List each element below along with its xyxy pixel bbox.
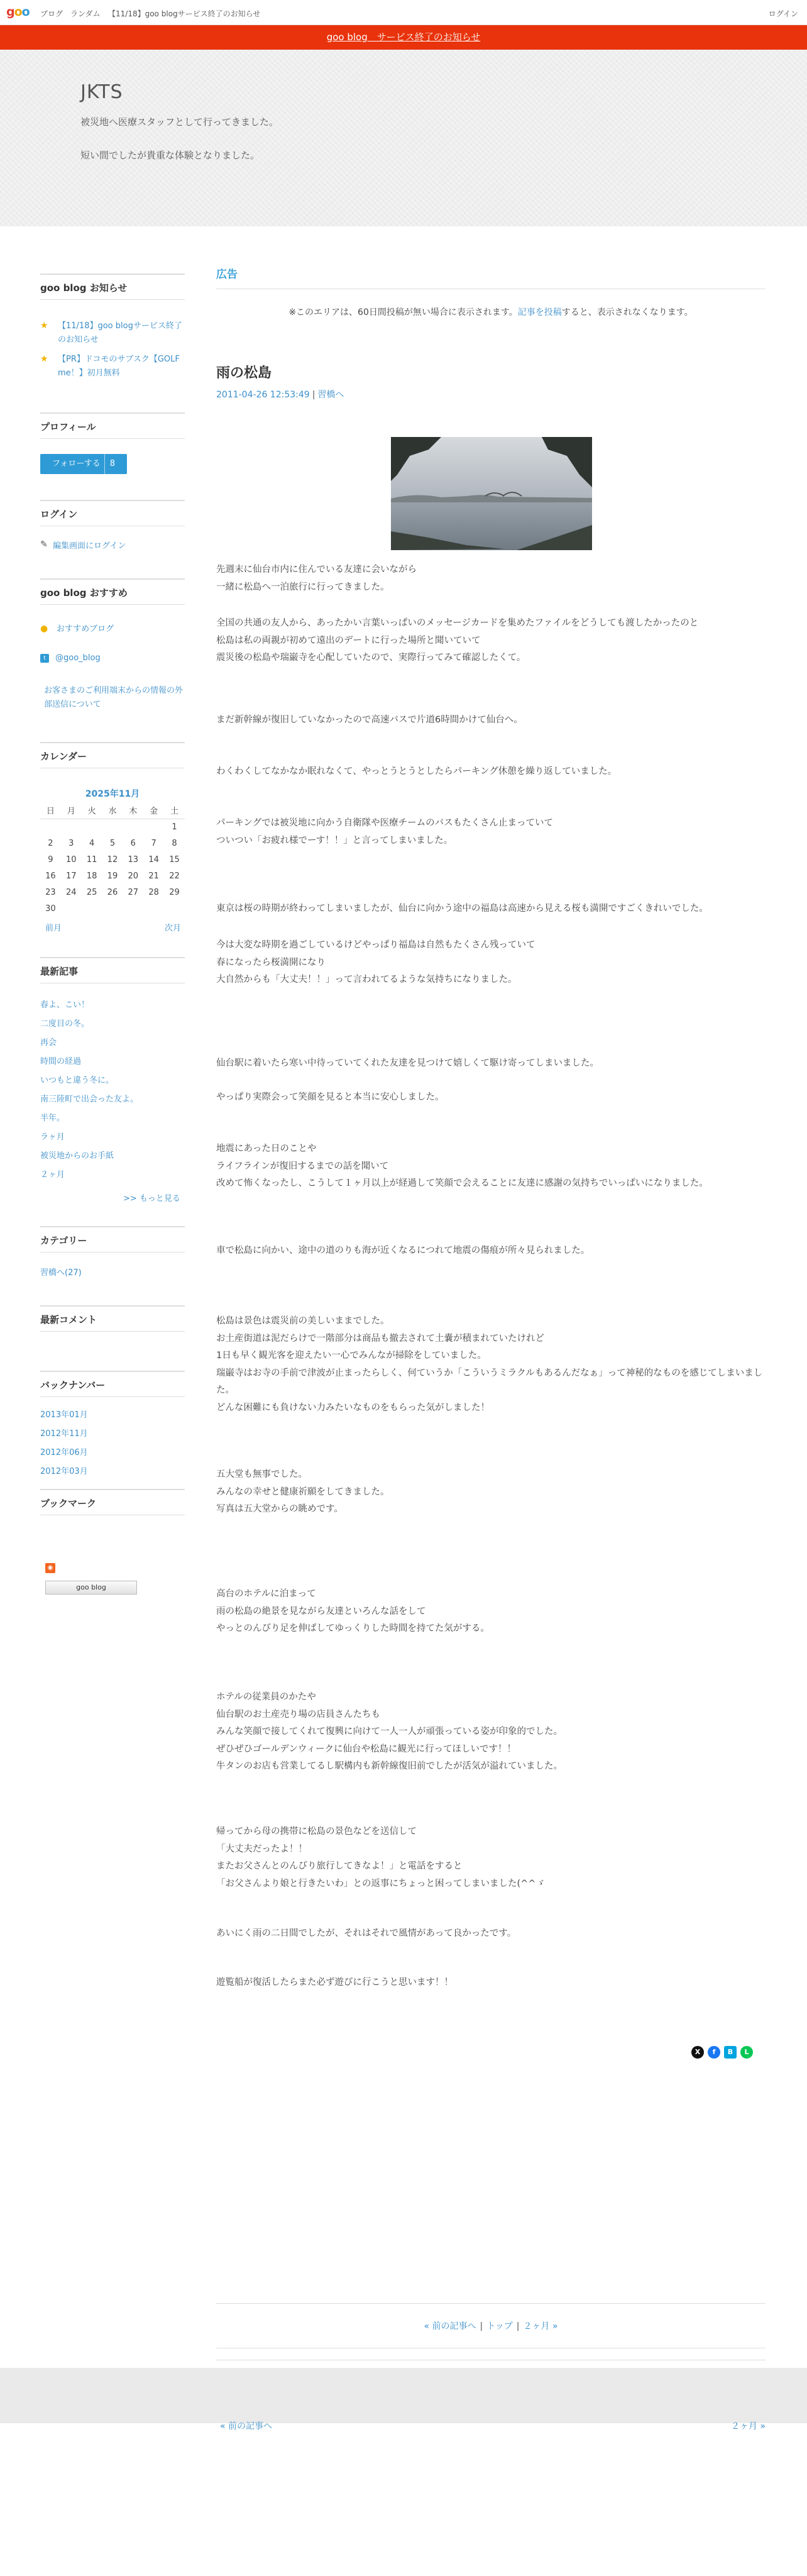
backnumber-item[interactable]: 2012年06月 [40, 1448, 88, 1457]
post-paragraph: パーキングでは被災地に向かう自衛隊や医療チームのバスもたくさん止まっていて ついつい「お疲れ様でーす！！」と言ってしまいました。 [216, 818, 554, 846]
calendar-next-month[interactable]: 次月 [165, 924, 182, 933]
sidebar-heading-bookmark: ブックマーク [40, 1489, 185, 1515]
calendar-weekday: 水 [108, 807, 117, 817]
goo-blog-badge[interactable]: goo blog [45, 1581, 137, 1595]
follow-button[interactable]: フォローする 8 [40, 454, 127, 474]
goo-logo[interactable]: goo [6, 5, 30, 19]
x-icon[interactable]: X [691, 2046, 704, 2059]
lightbulb-icon: ● [40, 624, 48, 634]
post-photo-matsushima[interactable] [391, 437, 592, 550]
post-paragraph: 車で松島に向かい、途中の道のりも海が近くなるにつれて地震の傷痕が所々見られました。 [216, 1246, 590, 1256]
hatena-icon[interactable]: B [724, 2046, 737, 2059]
calendar-day: 14 [148, 854, 159, 865]
sidebar-heading-backnumber: バックナンバー [40, 1371, 185, 1397]
post-category[interactable]: 習橋へ [317, 390, 344, 400]
top-link[interactable]: トップ [486, 2321, 513, 2331]
calendar-day: 18 [86, 871, 97, 881]
recommend-blogs-link[interactable]: おすすめブログ [57, 624, 114, 634]
top-bar [0, 0, 807, 25]
calendar-day: 23 [45, 887, 56, 897]
login-link[interactable]: ログイン [768, 9, 798, 18]
post-paragraph: 東京は桜の時期が終わってしまいましたが、仙台に向かう途中の福島は高速から見える桜も満開ですごくきれいでした。 [216, 904, 708, 914]
ad-heading: 広告 [216, 265, 766, 289]
footer-band [0, 2368, 807, 2423]
calendar-weekday: 土 [170, 807, 179, 817]
follower-count: 8 [104, 454, 115, 474]
post-paragraph: あいにく雨の二日間でしたが、それはそれで風情があって良かったです。 [216, 1928, 517, 1938]
next-post-link[interactable]: ２ヶ月 » [523, 2321, 558, 2331]
calendar-prev-month[interactable]: 前月 [45, 924, 62, 933]
post-date[interactable]: 2011-04-26 12:53:49 [216, 390, 310, 400]
prev-post-link[interactable]: « 前の記事へ [424, 2321, 476, 2331]
service-end-link[interactable]: goo blog サービス終了のお知らせ [326, 31, 481, 43]
post-paragraph: 今は大変な時期を過ごしているけどやっぱり福島は自然もたくさん残っていて 春になったら桜満開になり 大自然からも「大丈夫！！」って言われてるような気持ちになりました。 [216, 940, 535, 985]
category-item[interactable]: 習橋へ(27) [40, 1268, 82, 1278]
recent-more-link[interactable]: >> もっと見る [123, 1194, 180, 1203]
recent-post-item[interactable]: 半年。 [40, 1114, 65, 1123]
calendar-day: 28 [148, 887, 159, 897]
calendar-day: 17 [65, 871, 77, 881]
ad-notice: ※このエリアは、60日間投稿が無い場合に表示されます。記事を投稿すると、表示されなくなります。 [288, 307, 693, 318]
news-item-pr[interactable]: 【PR】ドコモのサブスク【GOLF me！】初月無料 [58, 355, 180, 378]
post-paragraph: 先週末に仙台市内に住んでいる友達に会いながら 一緒に松島へ一泊旅行に行ってきました。 [216, 565, 417, 592]
footer-prev-link[interactable]: « 前の記事へ [220, 2421, 273, 2431]
calendar-day [123, 819, 143, 835]
calendar-day: 16 [45, 871, 56, 881]
calendar-weekday: 月 [67, 807, 75, 817]
calendar-day: 27 [128, 887, 139, 897]
calendar-day: 7 [151, 838, 156, 848]
sidebar-heading-news: goo blog お知らせ [40, 274, 185, 300]
calendar-weekday: 木 [129, 807, 138, 817]
calendar-day: 26 [107, 887, 118, 897]
line-icon[interactable]: L [740, 2046, 753, 2059]
calendar-day: 10 [65, 854, 77, 865]
star-icon: ★ [40, 354, 48, 364]
recent-post-item[interactable]: 春よ、こい！ [40, 1000, 90, 1010]
pencil-icon: ✎ [40, 539, 48, 550]
post-paragraph: ホテルの従業員のかたや 仙台駅のお土産売り場の店員さんたちも みんな笑顔で接してくれて復興に向けて一人一人が頑張っている姿が印象的でした。 ぜひぜひゴールデンウィークに仙台や松島に観光に行ってほしいです！！ 牛タンのお店も営業してるし駅構内も新幹線復旧前でしたが活気が溢れていました。 [216, 1692, 563, 1771]
calendar-day [40, 819, 61, 835]
calendar-day [164, 900, 185, 917]
blog-description-2: 短い間でしたが貴重な体験となりました。 [80, 150, 260, 161]
backnumber-item[interactable]: 2012年03月 [40, 1467, 88, 1476]
calendar-day: 11 [86, 854, 97, 865]
topnav-blog[interactable]: ブログ [40, 9, 63, 18]
post-paragraph: やっぱり実際会って笑顔を見ると本当に安心しました。 [216, 1092, 444, 1102]
calendar-day: 3 [69, 838, 74, 848]
calendar-day: 12 [107, 854, 118, 865]
post-paragraph: 遊覧船が復活したらまた必ず遊びに行こうと思います！！ [216, 1977, 453, 1987]
calendar-day: 4 [89, 838, 95, 848]
calendar-day: 29 [169, 887, 180, 897]
calendar-day: 1 [172, 822, 177, 832]
calendar-day [82, 819, 102, 835]
recent-post-item[interactable]: ラヶ月 [40, 1132, 65, 1142]
calendar-day [102, 819, 123, 835]
topnav-random[interactable]: ランダム [70, 9, 101, 18]
photo-image [391, 437, 592, 550]
sidebar-heading-recent: 最新記事 [40, 957, 185, 983]
calendar-day: 25 [86, 887, 97, 897]
calendar-day: 19 [107, 871, 118, 881]
recent-post-item[interactable]: 被災地からのお手紙 [40, 1151, 114, 1161]
topnav-service-end-notice[interactable]: 【11/18】goo blogサービス終了のお知らせ [108, 9, 261, 18]
post-paragraph: わくわくしてなかなか眠れなくて、やっとうとうとしたらパーキング休憩を繰り返していました。 [216, 766, 617, 777]
calendar-day: 20 [128, 871, 139, 881]
star-icon: ★ [40, 321, 48, 331]
footer-next-link[interactable]: ２ヶ月 » [730, 2421, 766, 2431]
service-end-banner [0, 25, 807, 50]
news-item-service-end[interactable]: 【11/18】goo blogサービス終了のお知らせ [58, 321, 182, 345]
sidebar-heading-category: カテゴリー [40, 1226, 185, 1252]
calendar-day: 21 [148, 871, 159, 881]
sidebar-heading-login: ログイン [40, 500, 185, 526]
calendar-day [61, 819, 82, 835]
backnumber-item[interactable]: 2012年11月 [40, 1429, 88, 1439]
calendar-day [143, 900, 164, 917]
calendar-day: 6 [130, 838, 136, 848]
recent-post-item[interactable]: 時間の経過 [40, 1057, 82, 1066]
calendar [40, 802, 185, 917]
post-paragraph: まだ新幹線が復旧していなかったので高速バスで片道6時間かけて仙台へ。 [216, 715, 523, 725]
calendar-month: 2025年11月 [85, 789, 140, 799]
external-transmission-info-link[interactable]: お客さまのご利用端末からの情報の外部送信について [44, 686, 184, 709]
post-paragraph: 高台のホテルに泊まって 雨の松島の絶景を見ながら友達といろんな話をして やっとのんびり足を伸ばしてゆっくりした時間を持てた気がする。 [216, 1589, 490, 1633]
calendar-day [102, 900, 123, 917]
recent-post-item[interactable]: 南三陸町で出会った友よ。 [40, 1095, 139, 1104]
post-article-link[interactable]: 記事を投稿 [517, 307, 562, 318]
calendar-day: 30 [45, 904, 56, 914]
calendar-day: 5 [109, 838, 116, 848]
calendar-day: 2 [48, 838, 53, 848]
backnumber-item[interactable]: 2013年01月 [40, 1410, 88, 1420]
blog-description: 被災地へ医療スタッフとして行ってきました。 [80, 116, 279, 128]
calendar-day [61, 900, 82, 917]
calendar-day: 13 [128, 854, 139, 865]
calendar-weekday: 金 [150, 807, 158, 817]
post-navigation: « 前の記事へ | トップ | ２ヶ月 » [216, 2303, 766, 2348]
post-paragraph: 松島は景色は震災前の美しいままでした。 お土産街道は泥だらけで一階部分は商品も撤去されて土嚢が積まれていたけれど 1日も早く観光客を迎えたい一心でみんなが掃除をしていました。 瑞巌寺はお寺の手前で津波が止まったらしく、何ていうか「こういうミラクルもあるんだなぁ」って神秘的なものを感じてしまいました。 どんな困難にも負けない力みたいなものをもらった気がしました！ [216, 1316, 763, 1413]
calendar-weekday: 日 [46, 807, 55, 817]
calendar-weekday: 火 [87, 807, 96, 817]
sidebar-heading-profile: プロフィール [40, 412, 185, 439]
sidebar-heading-comments: 最新コメント [40, 1305, 185, 1332]
blog-title[interactable]: JKTS [80, 81, 123, 103]
calendar-day [143, 819, 164, 835]
goo-blog-twitter-link[interactable]: @goo_blog [55, 653, 101, 663]
post-paragraph: 仙台駅に着いたら寒い中待っていてくれた友達を見つけて嬉しくて駆け寄ってしまいました。 [216, 1058, 599, 1068]
calendar-day: 15 [169, 854, 180, 865]
post-paragraph: 地震にあった日のことや ライフラインが復旧するまでの話を聞いて 改めて怖くなったし、こうして１ヶ月以上が経過して笑顔で会えることに友達に感謝の気持ちでいっぱいになりました。 [216, 1144, 708, 1188]
calendar-day: 8 [172, 838, 177, 848]
rss-icon[interactable]: ◉ [45, 1563, 55, 1573]
calendar-day: 9 [48, 854, 53, 865]
sidebar-heading-recommend: goo blog おすすめ [40, 578, 185, 605]
recent-post-item[interactable]: 再会 [40, 1038, 57, 1048]
post-paragraph: 全国の共通の友人から、あったかい言葉いっぱいのメッセージカードを集めたファイルをどうしても渡したかったのと 松島は私の両親が初めて遠出のデートに行った場所と聞いていて 震災後の松島や瑞巌寺を心配していたので、実際行ってみて確認したくて。 [216, 618, 699, 663]
post-title[interactable]: 雨の松島 [216, 365, 272, 381]
calendar-body [40, 819, 185, 917]
blog-header [0, 50, 807, 226]
calendar-day: 24 [65, 887, 77, 897]
backnumber-list [40, 1408, 185, 1483]
post-paragraph: 帰ってから母の携帯に松島の景色などを送信して 「大丈夫だったよ！！ またお父さんとのんびり旅行してきなよ！」と電話をすると 「お父さんより娘と行きたいわ」との返事にちょっと困ってしまいました(^^ゞ [216, 1827, 545, 1889]
facebook-icon[interactable]: f [708, 2046, 720, 2059]
calendar-day [82, 900, 102, 917]
calendar-day: 22 [169, 871, 180, 881]
post-meta: 2011-04-26 12:53:49 | 習橋へ [216, 390, 344, 400]
sidebar-heading-calendar: カレンダー [40, 742, 185, 768]
recent-post-item[interactable]: ２ヶ月 [40, 1170, 65, 1180]
recent-post-item[interactable]: 二度目の冬。 [40, 1019, 90, 1029]
edit-login-link[interactable]: 編集画面にログイン [53, 541, 126, 551]
twitter-icon: t [40, 654, 49, 663]
post-paragraph: 五大堂も無事でした。 みんなの幸せと健康祈願をしてきました。 写真は五大堂からの眺めです。 [216, 1469, 390, 1514]
calendar-day [123, 900, 143, 917]
recent-post-item[interactable]: いつもと違う冬に。 [40, 1076, 114, 1085]
